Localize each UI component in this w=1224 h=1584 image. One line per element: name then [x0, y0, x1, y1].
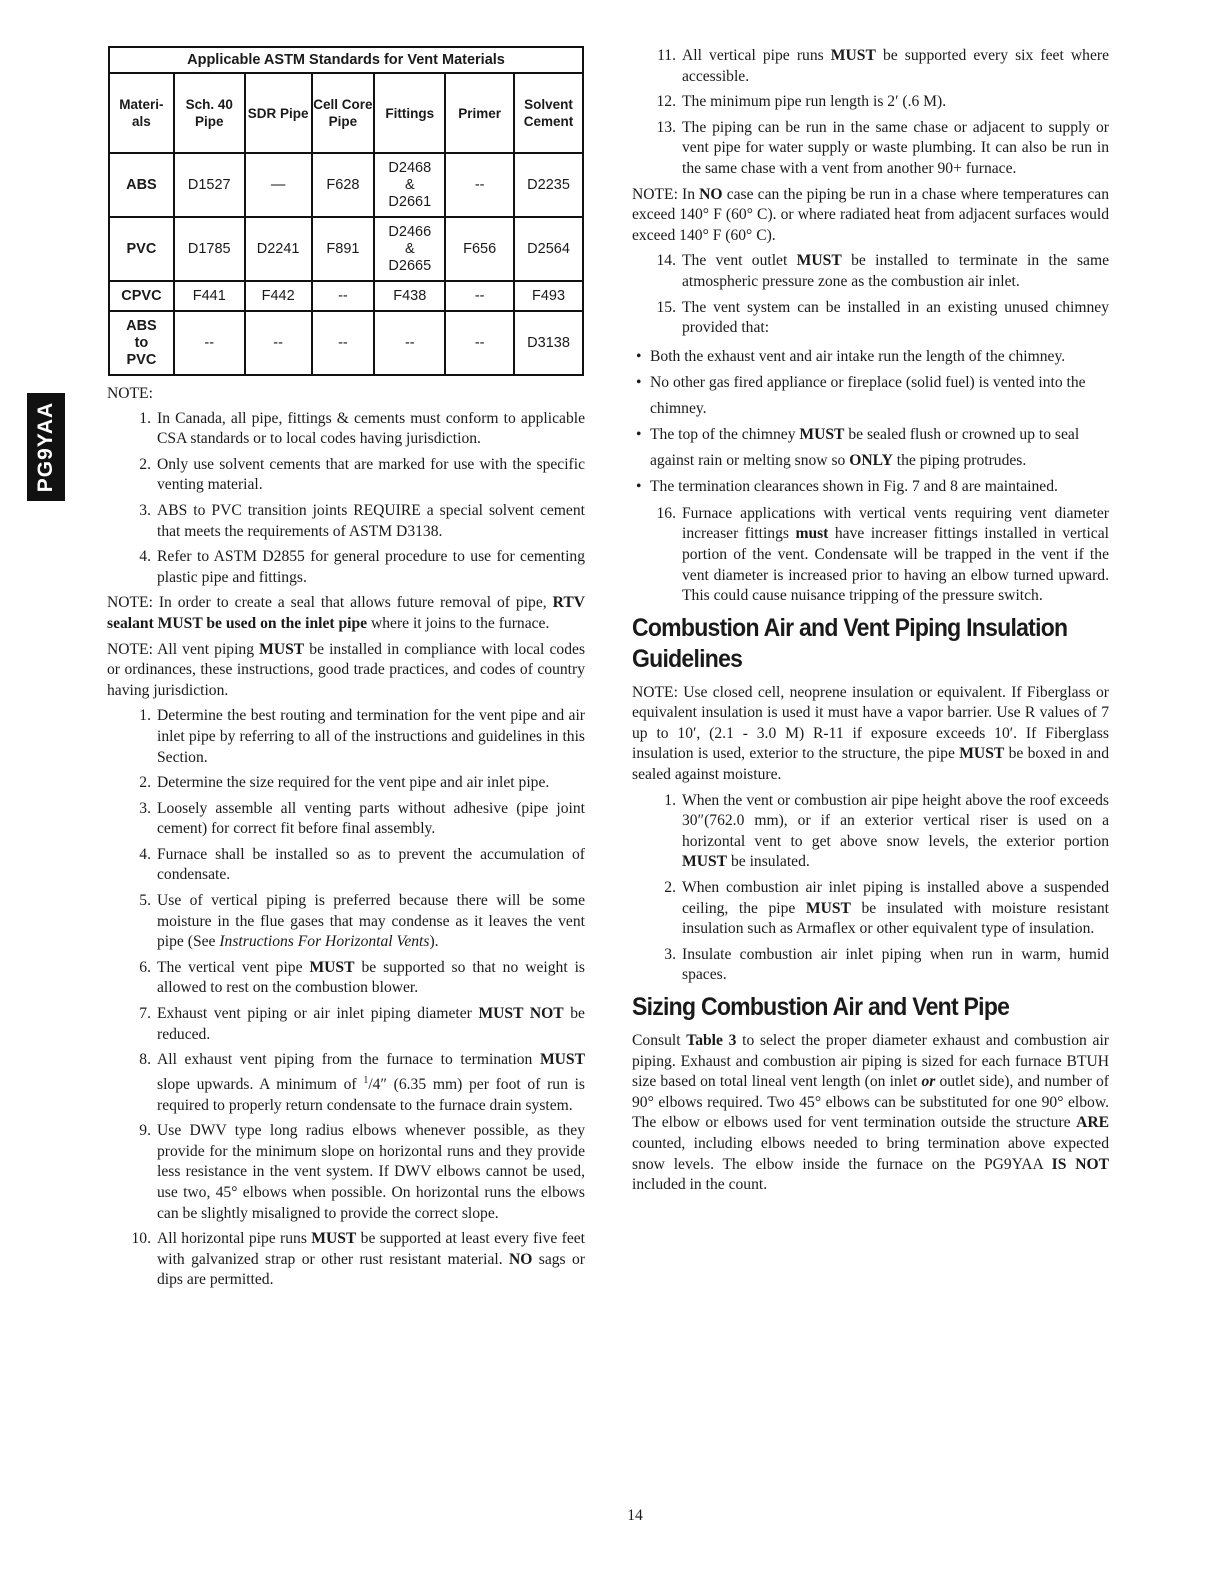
cell-fittings: F438: [374, 281, 445, 311]
item-number: 2.: [139, 774, 151, 792]
note-rtv: [107, 593, 585, 634]
venting-steps-continued-3: [632, 504, 1109, 607]
item-number: 13.: [656, 118, 676, 136]
note-text: Use closed cell, neoprene insulation or equivalent. If Fiberglass or equivalent insulation is used it must have a vapor barrier. Use R values of 7 up to 10′, (2.1 - 3.0 M) R-11 if exposure exceeds 10′. If Fiberglass insulation is used, exterior to the structure, the pipe: [632, 683, 1109, 763]
cell-sch40: --: [174, 311, 245, 375]
para-text: counted, including elbows needed to bring termination above expected snow levels. The elbow inside the furnace on the PG9YAA: [632, 1134, 1109, 1173]
cell-cement: D2235: [514, 153, 583, 217]
heading-sizing: Sizing Combustion Air and Vent Pipe: [632, 993, 1010, 1021]
item-number: 11.: [657, 47, 676, 64]
item-text: No other gas fired appliance or fireplace (solid fuel) is vented into the chimney.: [650, 373, 1086, 417]
cell-material: ABS: [109, 153, 174, 217]
item-text: be supported every six feet where accessible.: [682, 47, 1109, 85]
note-label: NOTE:: [632, 185, 678, 203]
item-number: 2.: [664, 879, 676, 897]
item-number: 1.: [139, 409, 151, 427]
header-fittings: Fittings: [374, 73, 445, 153]
list-item: [632, 46, 1109, 87]
side-tab: [27, 393, 65, 501]
item-number: 8.: [139, 1051, 151, 1069]
list-item: [107, 799, 585, 840]
cell-cement: D3138: [514, 311, 583, 375]
table-caption: Applicable ASTM Standards for Vent Materials: [109, 47, 583, 73]
cell-fittings: [374, 217, 445, 281]
item-text: The vent system can be installed in an existing unused chimney provided that:: [682, 298, 1109, 337]
list-item: [107, 501, 585, 542]
item-text: have increaser fittings installed in vertical portion of the vent. Condensate will be trapped in the vent if the vent diameter is increased prior to having an elbow turned upward. This could cause nuisance tripping of the pressure switch.: [682, 525, 1109, 605]
item-text: Determine the size required for the vent pipe and air inlet pipe.: [157, 774, 550, 792]
list-item: [107, 706, 585, 768]
bullet-icon: •: [636, 425, 642, 443]
item-text: The vent outlet: [682, 252, 797, 270]
item-bold: MUST: [796, 252, 842, 270]
item-number: 3.: [139, 799, 151, 817]
para-text: outlet side), and number of 90° elbows required. Two 45° elbows can be substituted for one 90° elbow. The elbow or elbows used for vent termination outside the structure: [632, 1073, 1110, 1132]
list-item: [107, 409, 585, 450]
item-text: When combustion air inlet piping is installed above a suspended ceiling, the pipe: [682, 879, 1109, 917]
item-bold: MUST: [805, 899, 851, 917]
list-item: [632, 878, 1109, 940]
item-text: ).: [429, 933, 439, 951]
header-sdr: SDR Pipe: [245, 73, 312, 153]
table-row: [109, 311, 583, 375]
left-column: [107, 46, 585, 1296]
item-text: be installed to terminate in the same atmospheric pressure zone as the combustion air inlet.: [682, 252, 1109, 290]
table-note-label: NOTE:: [107, 385, 153, 402]
bullet-icon: •: [636, 373, 642, 391]
note-bold: MUST: [959, 745, 1005, 763]
item-text: slope upwards. A minimum of: [157, 1076, 364, 1093]
header-cement: Solvent Cement: [514, 73, 583, 153]
para-bold: IS NOT: [1051, 1155, 1109, 1173]
list-item: [632, 118, 1109, 180]
item-number: 15.: [656, 298, 676, 316]
fittings-line: D2466: [388, 223, 432, 240]
para-bold: ARE: [1076, 1114, 1109, 1132]
item-text: the piping protrudes.: [892, 451, 1027, 469]
cell-sdr: F442: [245, 281, 312, 311]
item-number: 5.: [139, 892, 151, 910]
table-row: [109, 217, 583, 281]
item-text: be insulated.: [727, 853, 810, 871]
cell-cellcore: --: [312, 311, 375, 375]
note-label: NOTE:: [107, 594, 153, 612]
list-item: [632, 474, 1109, 500]
list-item: [632, 945, 1109, 986]
cell-fittings: --: [374, 311, 445, 375]
item-text: Furnace applications with vertical vents requiring vent diameter increaser fittings: [682, 504, 1109, 543]
item-number: 9.: [139, 1122, 151, 1140]
cell-material: PVC: [109, 217, 174, 281]
list-item: [632, 791, 1109, 873]
cell-fittings: [374, 153, 445, 217]
note-text: be installed in compliance with local codes or ordinances, these instructions, good trade practices, and codes of country having jurisdiction.: [107, 640, 586, 699]
header-materials: Materi- als: [109, 73, 174, 153]
item-text: ABS to PVC transition joints REQUIRE a special solvent cement that meets the requirements of ASTM D3138.: [157, 501, 585, 540]
item-text: All vertical pipe runs: [682, 47, 831, 64]
header-primer: Primer: [445, 73, 514, 153]
note-bold: MUST: [259, 640, 305, 658]
item-text: Refer to ASTM D2855 for general procedure to use for cementing plastic pipe and fittings.: [157, 548, 585, 586]
item-text: When the vent or combustion air pipe height above the roof exceeds 30″(762.0 mm), or if an exterior vertical riser is used on a horizontal vent to get above snow levels, the exterior portion: [682, 791, 1109, 850]
item-number: 7.: [139, 1005, 151, 1023]
venting-steps-continued: [632, 46, 1109, 180]
table-row: [109, 153, 583, 217]
list-item: [632, 298, 1109, 339]
bullet-icon: •: [636, 477, 642, 495]
venting-steps-list: [107, 706, 585, 1291]
item-text: The termination clearances shown in Fig. 7 and 8 are maintained.: [650, 477, 1058, 495]
note-text: be boxed in and sealed against moisture.: [632, 745, 1109, 784]
item-number: 16.: [656, 504, 676, 522]
cell-cellcore: F891: [312, 217, 375, 281]
list-item: [107, 773, 585, 794]
para-text: to select the proper diameter exhaust and combustion air piping. Exhaust and combustion air piping is sized for each furnace BTUH size based on total lineal vent length (on inlet: [632, 1032, 1109, 1091]
item-text: be insulated with moisture resistant insulation such as Armaflex or other equivalent type of insulation.: [682, 899, 1109, 938]
list-item: [107, 1229, 585, 1291]
list-item: [107, 1004, 585, 1045]
material-line: PVC: [126, 351, 157, 368]
note-insulation: [632, 683, 1109, 786]
item-number: 4.: [139, 845, 151, 863]
item-number: 10.: [131, 1230, 151, 1248]
note-text: case can the piping be run in a chase where temperatures can exceed 140° F (60° C). or where radiated heat from adjacent surfaces would exceed 140° F (60° C).: [632, 185, 1109, 244]
fittings-line: &: [404, 176, 415, 193]
header-sch40: Sch. 40 Pipe: [174, 73, 245, 153]
item-number: 6.: [139, 958, 151, 976]
item-text: Use DWV type long radius elbows whenever possible, as they provide for the minimum slope on horizontal runs and they provide less resistance in the vent system. If DWV elbows cannot be used, use two, 45° elbows when possible. On horizontal runs the elbows can be slightly misaligned to provide the correct slope.: [157, 1122, 585, 1222]
list-item: [107, 845, 585, 886]
fraction-denominator: /4″: [368, 1076, 387, 1093]
cell-sdr: --: [245, 311, 312, 375]
note-codes: [107, 640, 585, 702]
item-bold: MUST NOT: [478, 1005, 564, 1023]
item-text: The piping can be run in the same chase or adjacent to supply or vent pipe for water supply or waste plumbing. It can also be run in the same chase with a vent from another 90+ furnace.: [682, 118, 1109, 177]
list-item: [632, 504, 1109, 607]
cell-cement: D2564: [514, 217, 583, 281]
fittings-line: D2661: [388, 193, 432, 210]
item-bold: MUST: [311, 1230, 357, 1248]
item-text: Exhaust vent piping or air inlet piping diameter: [157, 1005, 479, 1023]
list-item: [107, 958, 585, 999]
item-text: All horizontal pipe runs: [157, 1230, 312, 1248]
item-text: be supported so that no weight is allowed to rest on the combustion blower.: [157, 958, 585, 997]
item-bold: MUST: [309, 958, 355, 976]
cell-sdr: —: [245, 153, 312, 217]
cell-sch40: D1785: [174, 217, 245, 281]
item-text: All exhaust vent piping from the furnace to termination: [157, 1051, 540, 1069]
note-text: where it joins to the furnace.: [367, 614, 550, 632]
material-line: to: [134, 334, 149, 351]
item-text: The top of the chimney: [650, 425, 800, 443]
venting-steps-continued-2: [632, 251, 1109, 338]
item-text: be reduced.: [157, 1005, 585, 1043]
item-bold: ONLY: [849, 451, 893, 469]
item-number: 14.: [656, 252, 676, 270]
cell-material: CPVC: [109, 281, 174, 311]
item-number: 1.: [139, 707, 151, 725]
item-text: Loosely assemble all venting parts without adhesive (pipe joint cement) for correct fit before final assembly.: [157, 799, 585, 838]
list-item: [107, 455, 585, 496]
material-line: ABS: [126, 317, 157, 334]
para-bold: Table 3: [686, 1032, 737, 1049]
bullet-icon: •: [636, 347, 642, 365]
item-text: be supported at least every five feet with galvanized strap or other rust resistant material.: [157, 1230, 585, 1268]
list-item: [107, 1050, 585, 1116]
item-text: Determine the best routing and termination for the vent pipe and air inlet pipe by referring to all of the instructions and guidelines in this Section.: [157, 707, 585, 766]
item-text: (6.35 mm) per foot of run is required to properly return condensate to the furnace drain system.: [157, 1076, 585, 1114]
cell-material: [109, 311, 174, 375]
item-bold: MUST: [799, 425, 845, 443]
astm-standards-table: [108, 46, 584, 376]
list-item: [107, 547, 585, 588]
heading-insulation: Combustion Air and Vent Piping Insulation Guidelines: [632, 613, 1068, 673]
cell-primer: --: [445, 153, 514, 217]
item-bold: MUST: [539, 1051, 585, 1069]
cell-cement: F493: [514, 281, 583, 311]
fraction-numerator: 1: [363, 1074, 369, 1086]
header-cellcore: Cell Core Pipe: [312, 73, 375, 153]
para-text: Consult: [632, 1032, 687, 1049]
list-item: [632, 344, 1109, 370]
item-bold: MUST: [830, 47, 876, 64]
note-text: In order to create a seal that allows future removal of pipe,: [152, 594, 553, 612]
para-bold-italic: or: [921, 1073, 936, 1091]
cell-primer: --: [445, 311, 514, 375]
note-bold: RTV sealant MUST be used on the inlet pipe: [107, 594, 585, 632]
page-number: 14: [627, 1507, 643, 1524]
sizing-paragraph: [632, 1031, 1109, 1196]
fittings-line: D2468: [388, 159, 432, 176]
item-text: Furnace shall be installed so as to prevent the accumulation of condensate.: [157, 845, 585, 884]
item-bold: MUST: [682, 853, 728, 871]
para-text: included in the count.: [632, 1176, 768, 1194]
cell-cellcore: F628: [312, 153, 375, 217]
insulation-steps-list: [632, 791, 1109, 986]
fittings-line: &: [404, 240, 415, 257]
cell-sdr: D2241: [245, 217, 312, 281]
cell-sch40: D1527: [174, 153, 245, 217]
note-text: All vent piping: [152, 640, 260, 658]
item-number: 4.: [139, 548, 151, 566]
cell-primer: --: [445, 281, 514, 311]
item-text: be sealed flush or crowned up to seal against rain or melting snow so: [650, 425, 1080, 469]
list-item: [107, 1121, 585, 1224]
note-label: NOTE:: [107, 640, 153, 658]
item-number: 2.: [139, 455, 151, 473]
item-text: In Canada, all pipe, fittings & cements must conform to applicable CSA standards or to local codes having jurisdiction.: [157, 409, 585, 448]
cell-sch40: F441: [174, 281, 245, 311]
item-number: 12.: [656, 93, 676, 111]
list-item: [632, 251, 1109, 292]
note-text: In: [677, 185, 700, 203]
note-label: NOTE:: [632, 683, 678, 701]
item-italic: Instructions For Horizontal Vents: [219, 933, 430, 951]
item-number: 3.: [139, 501, 151, 519]
list-item: [107, 891, 585, 953]
list-item: [632, 370, 1109, 422]
item-text: Both the exhaust vent and air intake run the length of the chimney.: [650, 347, 1066, 365]
list-item: [632, 92, 1109, 113]
cell-cellcore: --: [312, 281, 375, 311]
right-column: [632, 46, 1109, 1196]
note-chase: [632, 185, 1109, 247]
item-bold: must: [795, 525, 829, 543]
item-text: Insulate combustion air inlet piping when run in warm, humid spaces.: [682, 945, 1109, 984]
item-text: sags or dips are permitted.: [157, 1250, 585, 1289]
item-text: The minimum pipe run length is 2′ (.6 M).: [682, 93, 947, 111]
item-text: Use of vertical piping is preferred because there will be some moisture in the flue gases that may condense as it leaves the vent pipe (See: [157, 892, 585, 951]
table-notes-list: [107, 409, 585, 589]
side-tab-label: PG9YAA: [34, 401, 57, 493]
table-header-row: [109, 73, 583, 153]
table-row: [109, 281, 583, 311]
item-text: The vertical vent pipe: [157, 958, 310, 976]
item-bold: NO: [508, 1250, 533, 1268]
cell-primer: F656: [445, 217, 514, 281]
item-text: Only use solvent cements that are marked for use with the specific venting material.: [157, 455, 585, 494]
fittings-line: D2665: [388, 257, 432, 274]
item-number: 1.: [664, 791, 676, 809]
item-number: 3.: [664, 945, 676, 963]
chimney-conditions-list: [632, 344, 1109, 500]
list-item: [632, 422, 1109, 474]
note-bold: NO: [699, 185, 723, 203]
